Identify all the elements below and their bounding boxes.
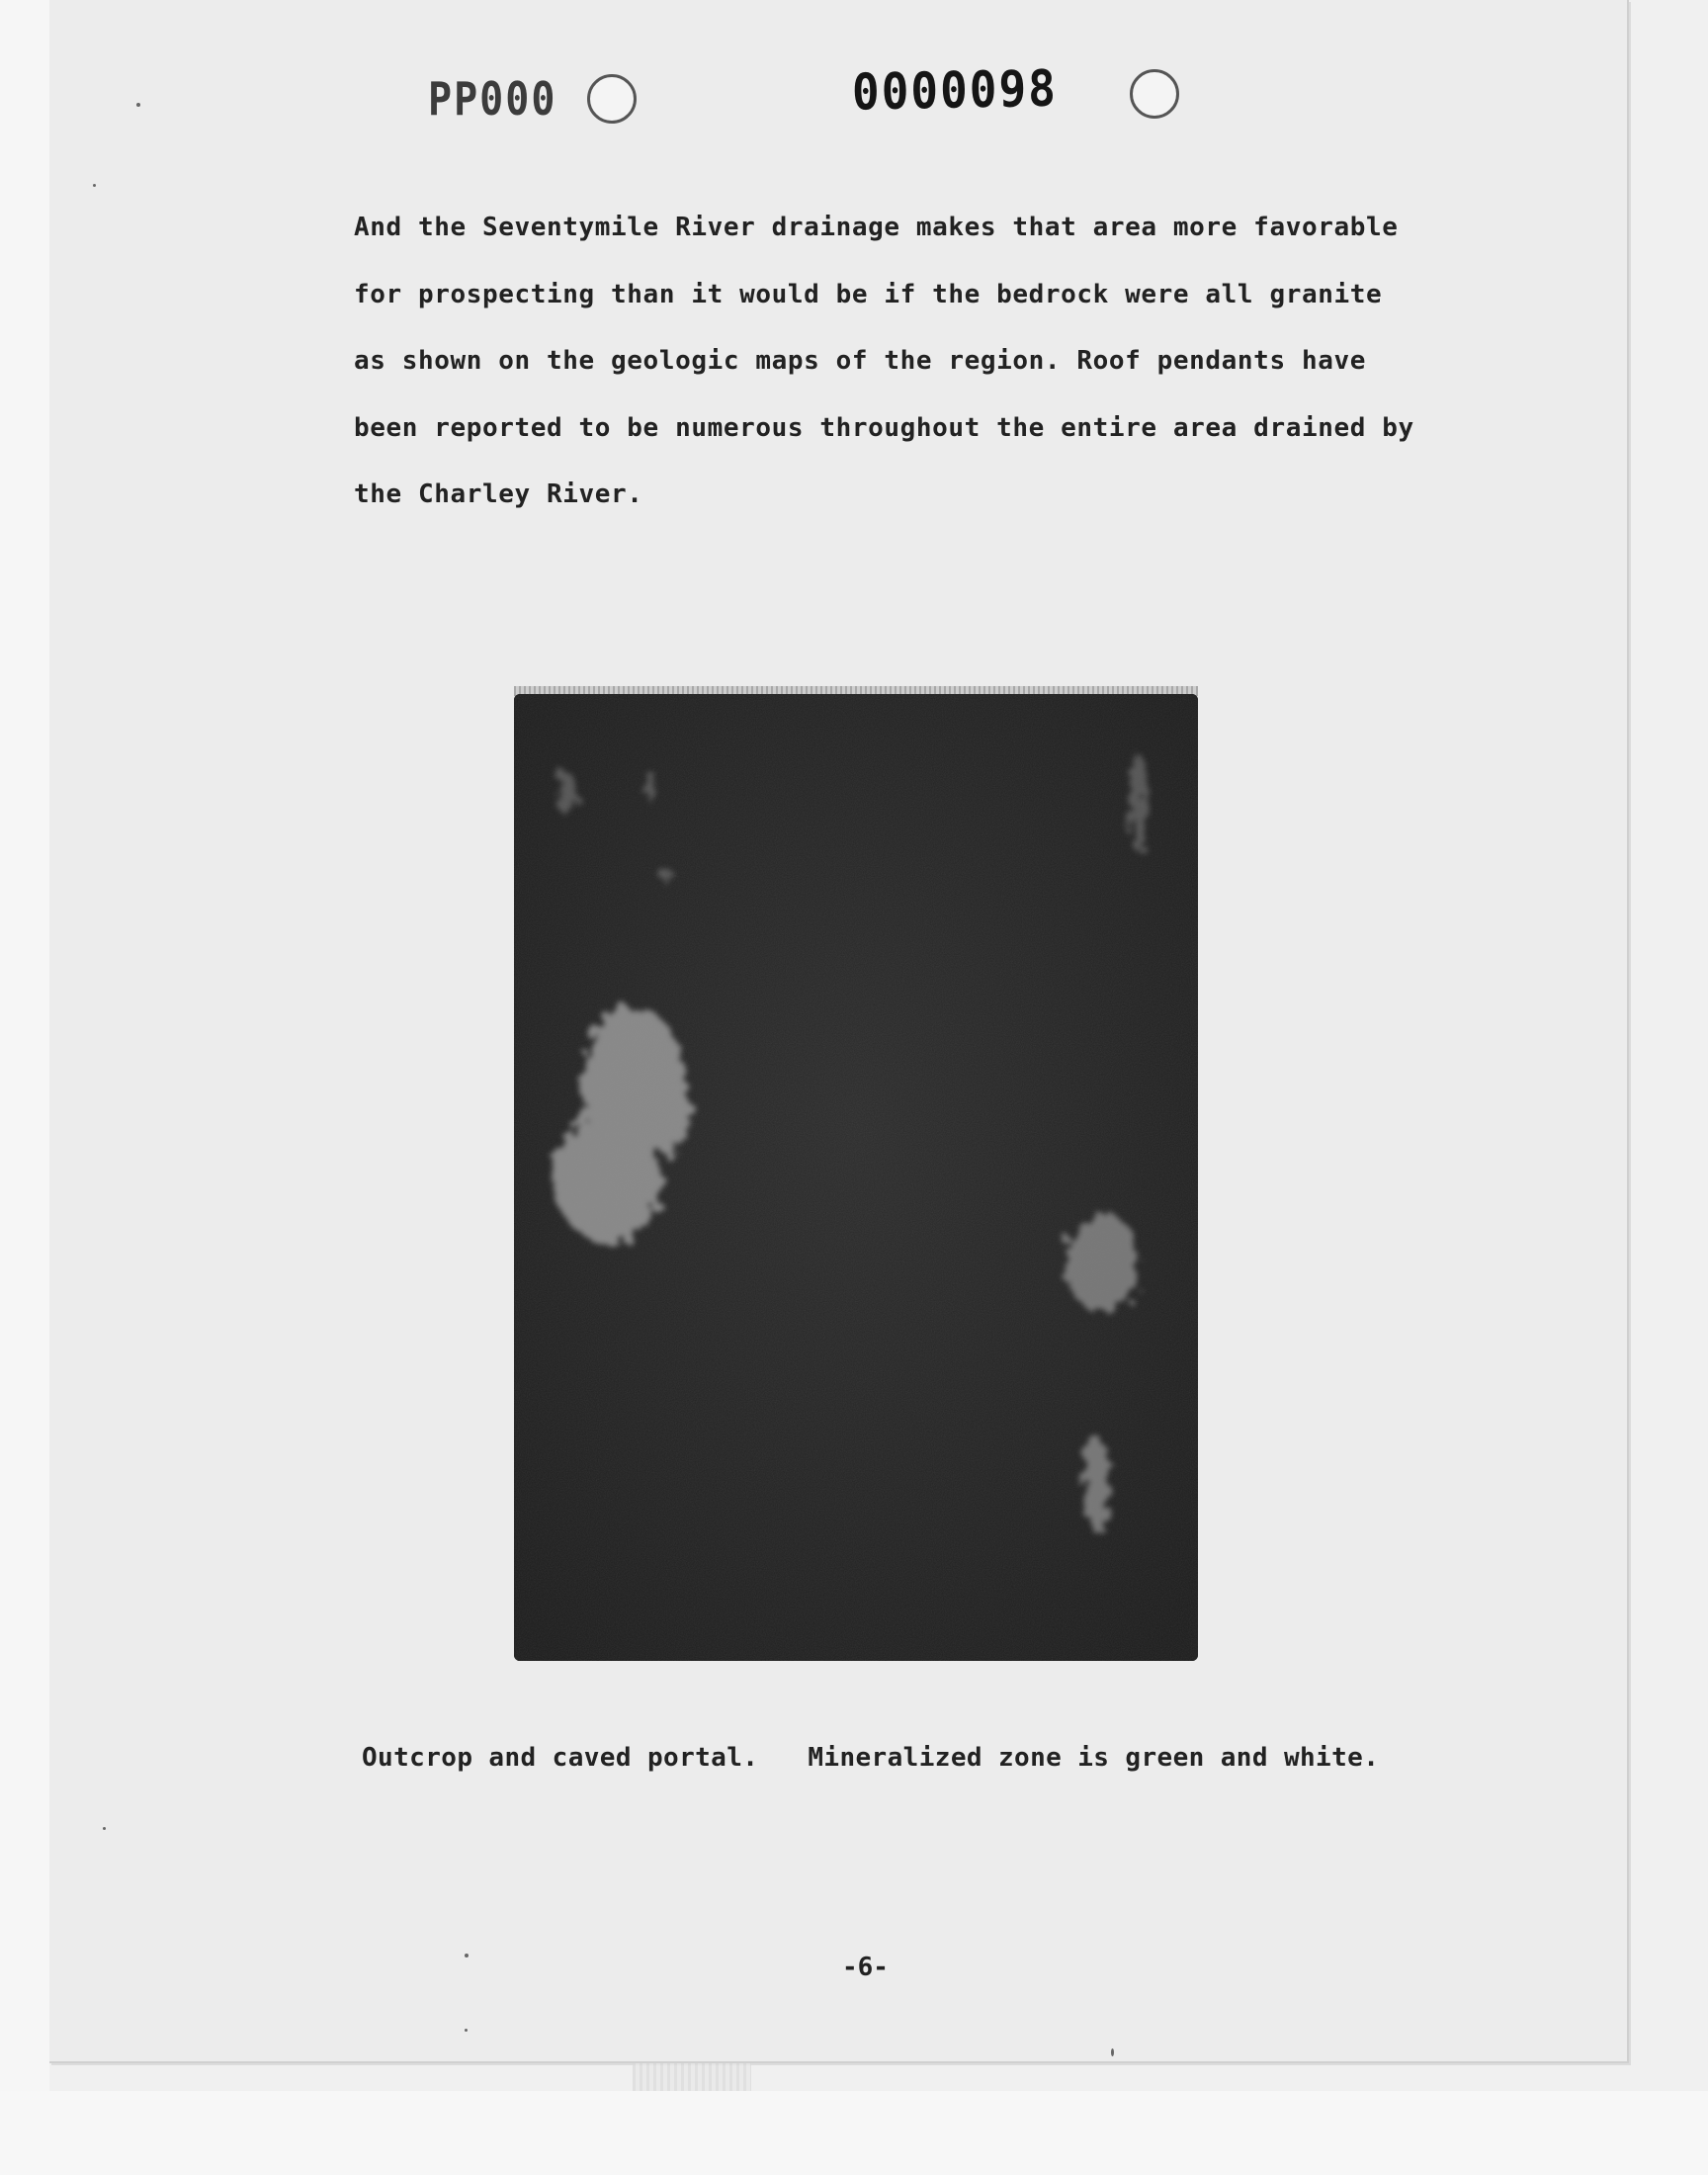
page-number: -6- — [842, 1953, 889, 1982]
body-line: for prospecting than it would be if the bedrock were all granite — [354, 279, 1383, 309]
body-line: And the Seventymile River drainage makes that area more favorable — [354, 213, 1399, 242]
scan-speck — [1111, 2048, 1114, 2056]
body-line: as shown on the geologic maps of the region. Roof pendants have — [354, 346, 1366, 376]
caption-text-outcrop: Outcrop and caved portal. — [362, 1743, 759, 1773]
body-paragraph — [354, 195, 1461, 529]
outcrop-photograph — [514, 694, 1198, 1661]
document-stamp-number: 0000098 — [851, 58, 1059, 122]
body-line: the Charley River. — [354, 479, 643, 509]
scan-bottom-margin — [0, 2091, 1708, 2175]
scan-speck — [103, 1827, 106, 1830]
photo-image — [514, 694, 1198, 1661]
scan-speck — [465, 1954, 469, 1958]
punch-hole-right — [1130, 69, 1179, 119]
paper-edge-shading — [633, 2063, 751, 2091]
scan-speck — [136, 103, 140, 107]
caption-text-mineralized: Mineralized zone is green and white. — [808, 1743, 1380, 1773]
punch-hole-left — [587, 74, 637, 124]
document-stamp-left: PP000 — [428, 73, 557, 127]
scan-left-margin — [0, 0, 49, 2175]
figure-caption — [362, 1743, 1449, 1773]
scan-speck — [93, 184, 96, 187]
scan-speck — [465, 2029, 468, 2032]
body-line: been reported to be numerous throughout the entire area drained by — [354, 412, 1414, 443]
